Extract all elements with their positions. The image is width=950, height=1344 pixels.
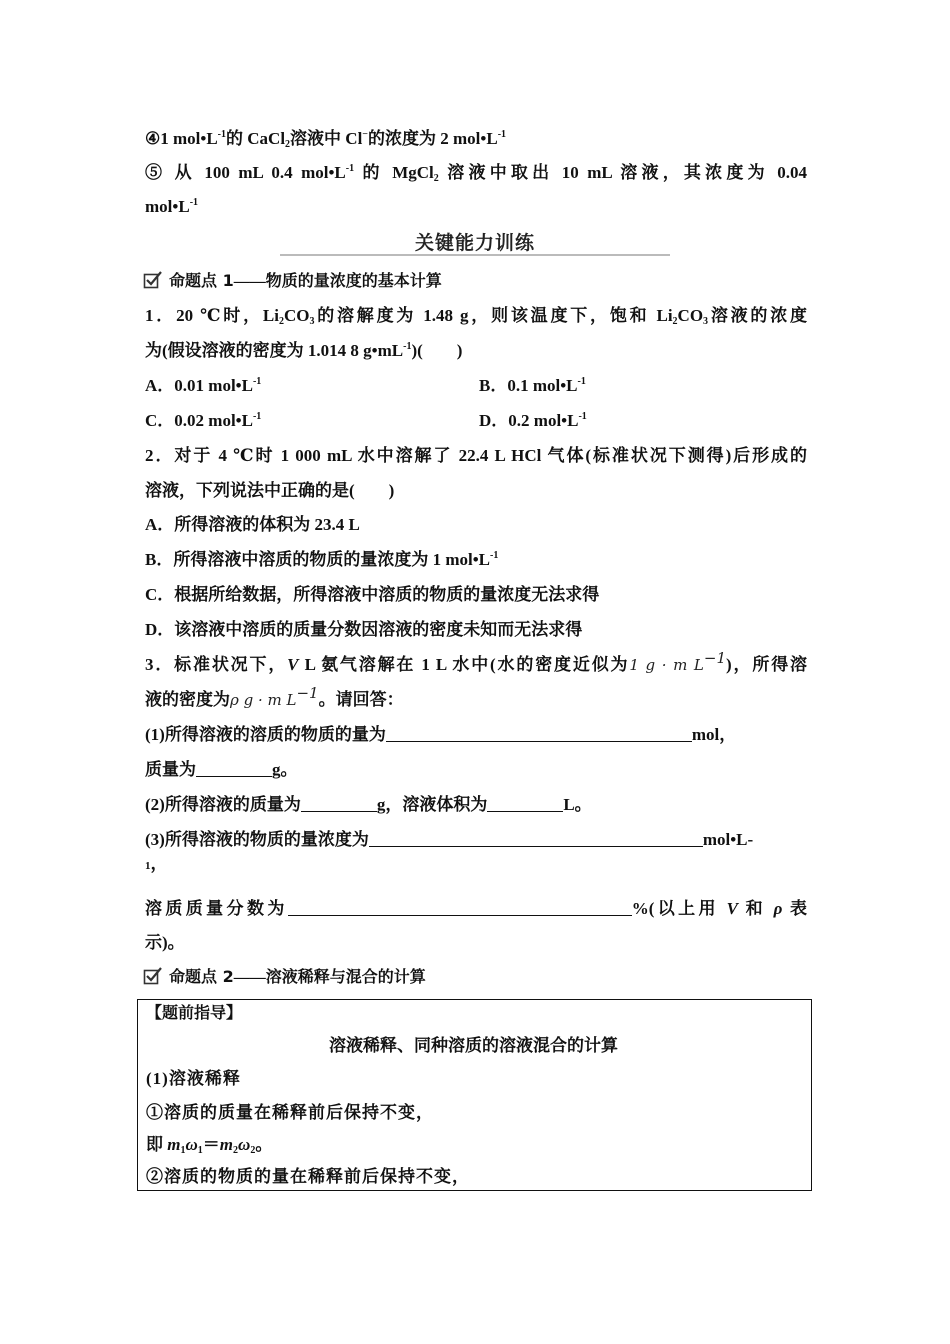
section-divider <box>280 254 670 256</box>
question-2-option-c: C．根据所给数据，所得溶液中溶质的物质的量浓度无法求得 <box>145 585 600 604</box>
answer-blank-mass-fraction[interactable] <box>288 899 632 916</box>
guidance-rule-2: ②溶质的物质的量在稀释前后保持不变， <box>146 1167 470 1186</box>
question-2-stem-cont: 溶液，下列说法中正确的是( ) <box>145 481 395 500</box>
item-4-line: ④1 $mol•L^{-1}$的 CaCl$_2$溶液中 Cl−的浓度为 2 $mol•L^{-1}$ <box>145 129 507 150</box>
topic-1-heading: 命题点 1——物质的量浓度的基本计算 <box>143 268 442 292</box>
question-3-part-3: (3)所得溶液的物质的量浓度为 mol•L- <box>145 830 754 849</box>
question-3-stem-cont: 液的密度为ρ g · m $L^{-1}$。请回答： <box>145 684 404 709</box>
checkbox-tick-icon <box>143 966 163 986</box>
question-1-stem-cont: 为(假设溶液的密度为 1.014 8 $g•mL^{-1}$)( ) <box>145 341 463 360</box>
question-3-part-3-wrap: 1， <box>145 854 168 873</box>
question-3-part-1-cont: 质量为 g。 <box>145 760 298 779</box>
question-3-stem: 3．标准状况下，V L 氨气溶解在 1 L 水中(水的密度近似为1 g · m $L^{-1}$)，所得溶 <box>145 649 808 674</box>
answer-blank-moles[interactable] <box>386 725 692 742</box>
question-3-part-4: 溶质质量分数为 %(以上用 V 和 ρ 表 <box>145 899 808 918</box>
item-5-line-cont: $mol•L^{-1}$ <box>145 197 199 216</box>
topic-2-heading: 命题点 2——溶液稀释与混合的计算 <box>143 964 426 988</box>
question-1-option-a: A．0.01 $mol•L^{-1}$ <box>145 376 262 395</box>
guidance-label: 【题前指导】 <box>146 1003 243 1022</box>
guidance-title: 溶液稀释、同种溶质的溶液混合的计算 <box>329 1036 618 1055</box>
question-3-part-2: (2)所得溶液的质量为 g，溶液体积为 L。 <box>145 795 592 814</box>
answer-blank-mass[interactable] <box>196 760 272 777</box>
question-3-part-1: (1)所得溶液的溶质的物质的量为 mol， <box>145 725 737 744</box>
guidance-box <box>137 999 812 1191</box>
item-5-line: ⑤ 从 100 mL 0.4 $mol•L^{-1}$ 的 MgCl$_2$ 溶液中取出 10 mL 溶液，其浓度为 0.04 <box>145 163 808 184</box>
question-1-stem: 1．20 ℃时，$Li_2CO_3$的溶解度为 1.48 g，则该温度下，饱和 $Li_2CO_3$溶液的浓度 <box>145 306 808 327</box>
guidance-rule-1: ①溶质的质量在稀释前后保持不变， <box>146 1103 434 1122</box>
answer-blank-concentration[interactable] <box>369 830 703 847</box>
question-2-option-b: B．所得溶液中溶质的物质的量浓度为 1 $mol•L^{-1}$ <box>145 550 499 569</box>
question-1-option-b: B．0.1 $mol•L^{-1}$ <box>479 376 586 395</box>
question-1-option-d: D．0.2 $mol•L^{-1}$ <box>479 411 587 430</box>
question-1-option-c: C．0.02 $mol•L^{-1}$ <box>145 411 262 430</box>
guidance-subheading: (1)溶液稀释 <box>146 1069 241 1088</box>
question-2-option-a: A．所得溶液的体积为 23.4 L <box>145 515 360 534</box>
question-2-stem: 2．对于 4 ℃时 1 000 mL 水中溶解了 22.4 L HCl 气体(标准状况下测得)后形成的 <box>145 446 807 465</box>
checkbox-tick-icon <box>143 270 163 290</box>
guidance-formula: 即 $m_1\omega_1=m_2\omega_2$。 <box>146 1135 273 1156</box>
question-3-part-4-cont: 示)。 <box>145 933 185 952</box>
question-2-option-d: D．该溶液中溶质的质量分数因溶液的密度未知而无法求得 <box>145 620 583 639</box>
answer-blank-solution-mass[interactable] <box>301 795 377 812</box>
answer-blank-volume[interactable] <box>487 795 563 812</box>
section-title: 关键能力训练 <box>280 228 670 256</box>
